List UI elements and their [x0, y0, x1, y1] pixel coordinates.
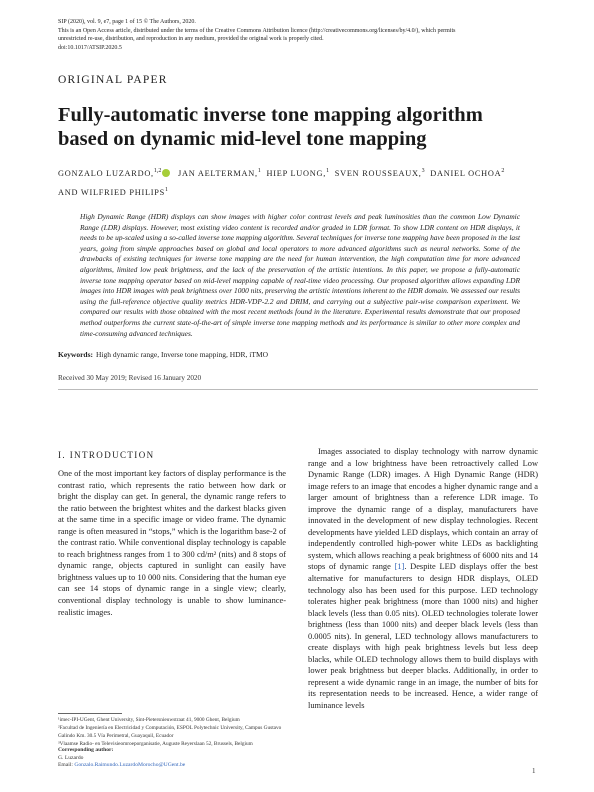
paragraph: One of the most important key factors of display performance is the contrast ratio, which represents the ratio between how dark or bright the display can get. In general, the dynamic range refers to the ratio between the brightest whites and the darkest blacks given at the same time in a specific image or video frame. The dynamic range is often measured in “stops,” which is the logarithm base-2 of the contrast ratio. While conventional display technology is capable to reach brightness ranges from 1 to 300 cd/m² (nits) and 8 stops of dynamic range, objects captured in sunlight can easily have brightness values up to 10 000 nits. Considering that the human eye can see 14 stops of dynamic range in a single view; clearly, conventional display technology is unable to show luminance-realistic images.	[58, 469, 286, 617]
orcid-icon[interactable]	[162, 169, 170, 177]
footnote-divider	[58, 713, 122, 714]
article-type-label: ORIGINAL PAPER	[58, 74, 168, 86]
keywords-text: High dynamic range, Inverse tone mapping, HDR, iTMO	[96, 350, 269, 359]
header-line: This is an Open Access article, distributed under the terms of the Creative Commons Attribution licence (http://creativecommons.org/licenses/by/4.0/), which permits	[58, 27, 456, 34]
author: AND WILFRIED PHILIPS$^1$	[58, 186, 169, 197]
author: GONZALO LUZARDO,$^{1,2}$	[58, 169, 172, 178]
corr-email-row: Email: Gonzalo.Raimundo.LuzardoMorocho@UGent.be	[58, 762, 186, 769]
received-dates: Received 30 May 2019; Revised 16 January 2020	[58, 374, 202, 382]
citation-link[interactable]: [1]	[394, 562, 405, 572]
header-line: SIP (2020), vol. 9, e7, page 1 of 15 © The Authors, 2020.	[58, 19, 196, 25]
email-link[interactable]: Gonzalo.Raimundo.LuzardoMorocho@UGent.be	[74, 762, 186, 769]
corr-name: G. Luzardo	[58, 754, 84, 761]
divider	[58, 389, 538, 390]
paper-title: Fully-automatic inverse tone mapping algorithm based on dynamic mid-level tone mapping	[58, 104, 483, 150]
affiliation: ²Facultad de Ingeniería en Electricidad y Computación, ESPOL Polytechnic University, Campus Gustavo Galindo Km. 30.5 Vía Perimetral, Guayaquil, Ecuador	[58, 725, 282, 739]
corr-heading: Corresponding author:	[58, 747, 114, 753]
affiliation: ¹imec-IPI-UGent, Ghent University, Sint-Pietersnieuwstraat 41, 9000 Ghent, Belgium	[58, 717, 240, 723]
author: JAN AELTERMAN,$^1$	[178, 168, 261, 178]
left-column	[58, 468, 286, 618]
paragraph: Images associated to display technology with narrow dynamic range and a low brightness have been retroactively called Low Dynamic Range (LDR) images. A High Dynamic Range (HDR) image refers to an image that encodes a higher dynamic range and a larger amount of brightness than a reference LDR image. To improve the dynamic range of a display, manufacturers have innovated in the development of new display technologies. Recent developments have yielded LED displays, which contain an array of independently controlled high-power white LEDs as backlighting system, which allows reaching a peak brightness of 6000 nits and 14 stops of dynamic range [1]. Despite LED displays offer the best alternative for manufacturers to design HDR displays, OLED technology also has been used for this purpose. LED technology tolerates higher peak brightness (more than 1000 nits) and higher black levels (less than 0.05 nits). OLED technologies tolerate lower brightness (less than 1000 nits) and deeper black levels (less than 0.0005 nits). In general, LED technology allows manufacturers to create displays with high peak brightness levels but less deep blacks, while OLED technology allows them to build displays with lower peak brightness but deeper blacks. Additionally, in order to represent a wide dynamic range in an image, the number of bits for its representation needs to be increased. Hence, a wider range of luminance levels	[308, 447, 538, 711]
corresponding-author	[58, 747, 286, 770]
keywords	[58, 350, 268, 359]
section-heading: I. INTRODUCTION	[58, 450, 155, 460]
header-line: unrestricted re-use, distribution, and reproduction in any medium, provided the original work is properly cited.	[58, 36, 324, 43]
abstract: High Dynamic Range (HDR) displays can show images with higher color contrast levels and peak luminosities than the common Low Dynamic Range (LDR) displays. However, most existing video content is recorded and/or graded in LDR format. To show LDR content on HDR displays, it needs to be up-scaled using a so-called inverse tone mapping algorithm. Several techniques for inverse tone mapping have been proposed in the last years, going from simple approaches based on global and local operators to more advanced algorithms such as neural networks. Some of the drawbacks of existing techniques for inverse tone mapping are the need for human intervention, the high computation time for more advanced algorithms, limited low peak brightness, and the lack of the preservation of the artistic intentions. In this paper, we propose a fully-automatic inverse tone mapping operator based on mid-level mapping capable of real-time video processing. Our proposed algorithm allows expanding LDR images into HDR images with peak brightness over 1000 nits, preserving the artistic intentions inherent to the HDR domain. We assessed our results using the full-reference objective quality metrics HDR-VDP-2.2 and DRIM, and carrying out a subjective pair-wise comparison experiment. We compared our results with those obtained with the most recent methods found in the literature. Experimental results demonstrate that our proposed method outperforms the current state-of-the-art of simple inverse tone mapping methods and its performance is similar to other more complex and time-consuming advanced techniques.	[80, 212, 520, 338]
journal-header	[58, 18, 538, 52]
author-list	[58, 163, 538, 201]
affiliation: ³Vlaamse Radio- en Televisieomroeporganisatie, Auguste Reyerslaan 52, Brussels, Belgium	[58, 741, 253, 748]
page-number: 1	[532, 767, 536, 775]
author: HIEP LUONG,$^1$	[266, 168, 330, 178]
author: DANIEL OCHOA$^2$	[430, 168, 505, 178]
right-column	[308, 446, 538, 712]
affiliations	[58, 717, 286, 750]
doi: doi:10.1017/ATSIP.2020.5	[58, 44, 122, 51]
author: SVEN ROUSSEAUX,$^3$	[334, 168, 425, 178]
keywords-label: Keywords:	[58, 350, 93, 359]
